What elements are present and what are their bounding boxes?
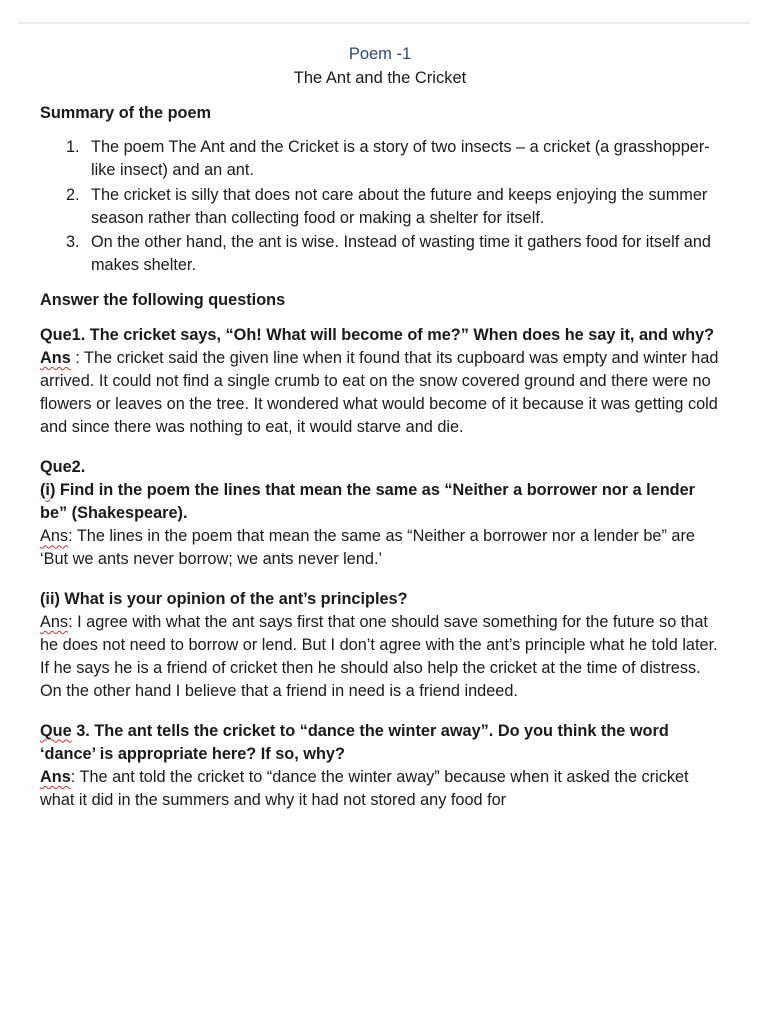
question-2-part-1-text: ) Find in the poem the lines that mean the same as “Neither a borrower nor a lender be” (Shakespeare). [40,480,696,523]
answer-separator: : [70,768,80,787]
answer-1 [40,347,720,440]
answer-separator: : [68,527,77,546]
answer-3 [40,766,720,812]
summary-heading: Summary of the poem [40,104,211,122]
summary-item [40,136,720,182]
question-3-text: 3. The ant tells the cricket to “dance the winter away”. Do you think the word ‘dance’ is appropriate here? If so, why? [40,721,669,763]
answer-2-part-2-text: I agree with what the ant says first that one should save something for the future so that he does not need to borrow or lend. But I don’t agree with the ant’s principle what he told later. If he says he is a friend of cricket then he should also help the cricket at the time of distress. On the other hand I believe that a friend in need is a friend indeed. [40,612,718,701]
question-3 [40,720,720,766]
answer-label: Ans [40,348,71,367]
poem-title: The Ant and the Cricket [293,69,467,87]
summary-item-number: 2. [66,185,80,204]
question-2-part-2: (ii) What is your opinion of the ant’s principles? [40,589,408,608]
answer-separator: : [68,612,78,631]
summary-item-number: 3. [66,233,80,252]
answer-2-part-1-text: The lines in the poem that mean the same as “Neither a borrower nor a lender be” are ‘But we ants never borrow; we ants never lend.’ [40,527,695,569]
summary-item-text: The cricket is silly that does not care about the future and keeps enjoying the summer season rather than collecting food or making a shelter for itself. [91,185,708,227]
summary-item [40,184,720,230]
question-3-label: Que [40,721,72,740]
summary-item-text: On the other hand, the ant is wise. Instead of wasting time it gathers food for itself and makes shelter. [91,233,711,275]
question-2-part-1-prefix: ( [40,480,46,499]
summary-list [40,136,720,277]
answer-3-text: The ant told the cricket to “dance the winter away” because when it asked the cricket what it did in the summers and why it had not stored any food for [40,768,689,810]
answer-label: Ans [40,768,71,787]
summary-item-text: The poem The Ant and the Cricket is a story of two insects – a cricket (a grasshopper-like insect) and an ant. [91,138,710,180]
question-2-part-1 [40,479,720,525]
answer-label: Ans [40,527,69,546]
questions-heading: Answer the following questions [40,291,286,310]
summary-item-number: 1. [66,138,80,157]
page-top-edge [18,22,750,24]
document-page [40,42,720,812]
answer-2-part-2 [40,611,720,704]
answer-label: Ans [40,612,69,631]
question-2-part-1-roman: i [45,480,50,499]
answer-2-part-1 [40,525,720,571]
summary-item [40,231,720,277]
poem-number: Poem -1 [348,45,412,63]
question-2-label: Que2. [40,457,86,476]
answer-separator: : [70,348,85,367]
question-1: Que1. The cricket says, “Oh! What will become of me?” When does he say it, and why? [40,325,715,344]
answer-1-text: The cricket said the given line when it found that its cupboard was empty and winter had arrived. It could not find a single crumb to eat on the snow covered ground and there were no flowers or leaves on the tree. It wondered what would become of it because it was getting cold and since there was nothing to eat, it would starve and die. [40,348,719,437]
